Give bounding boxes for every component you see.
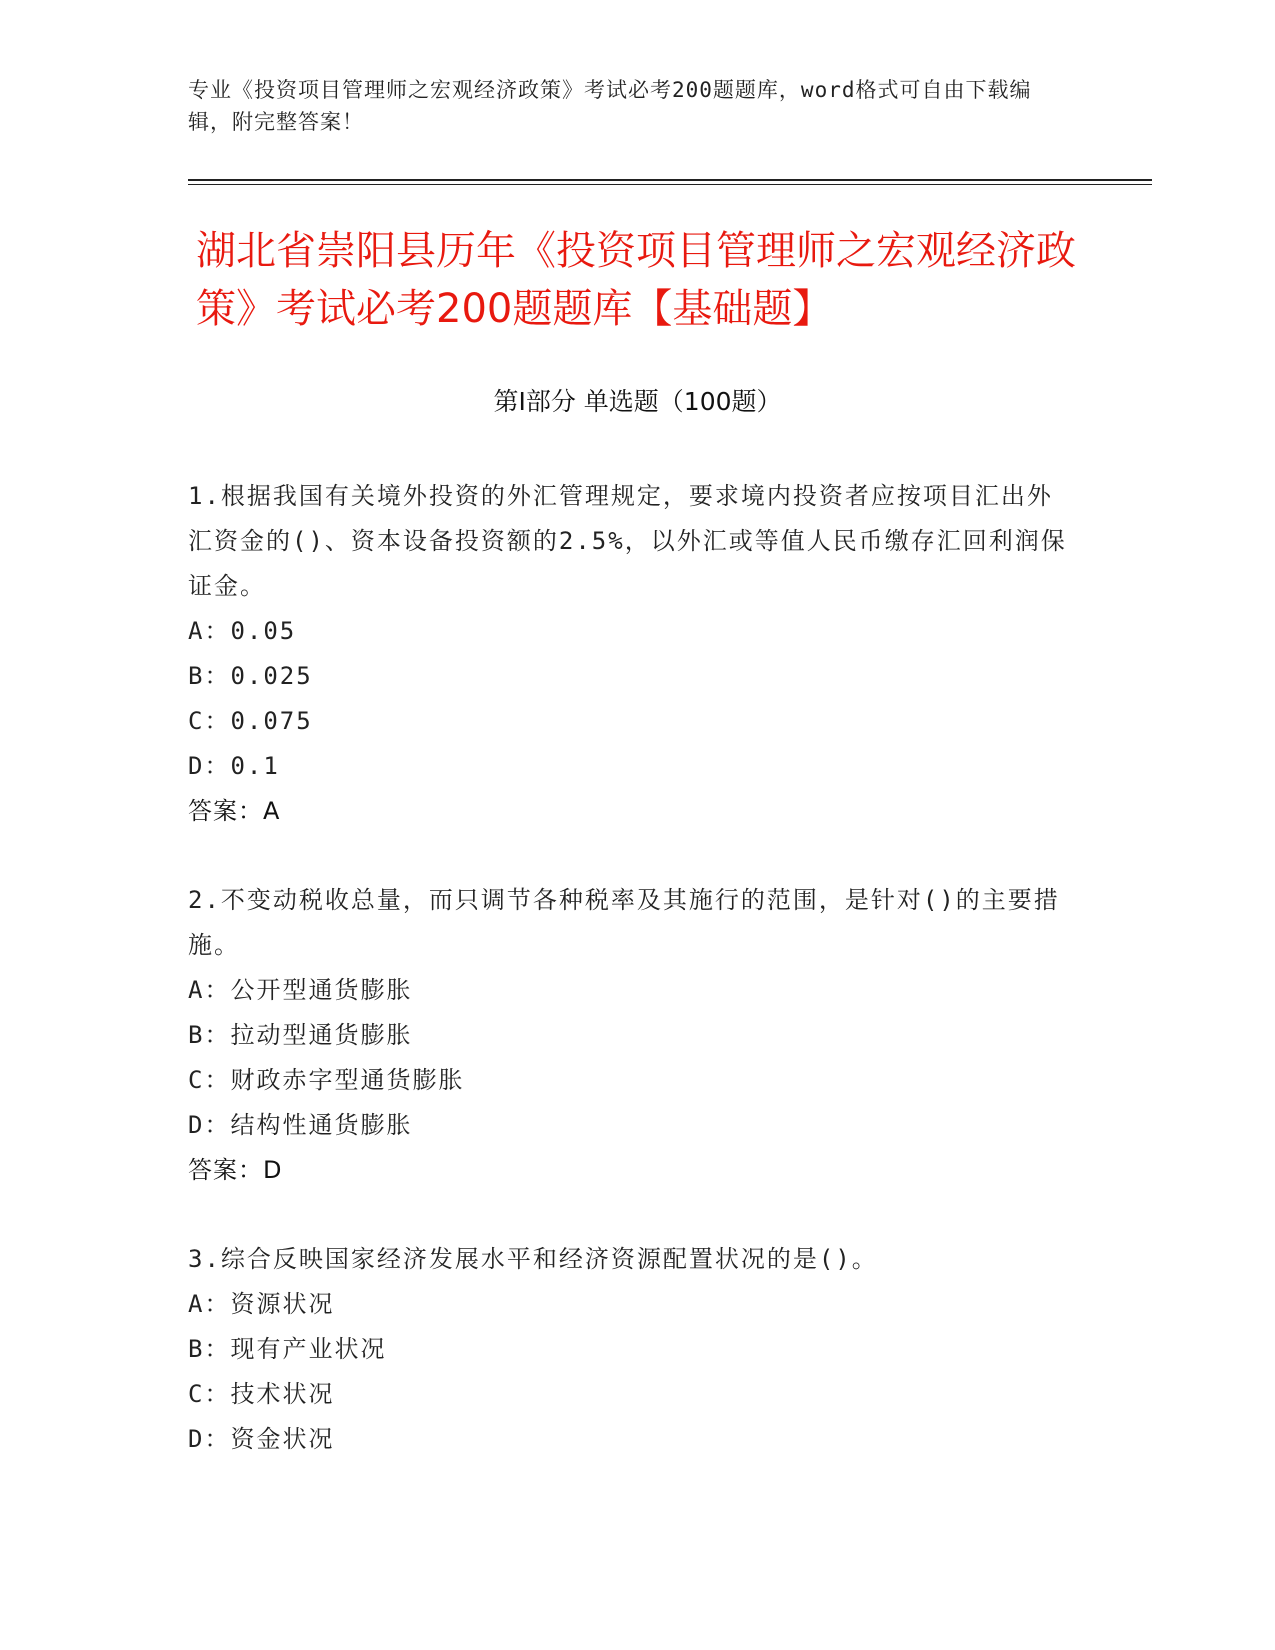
question-1 — [188, 474, 1068, 834]
option-a: A：0.05 — [188, 617, 297, 645]
option-c: C：财政赤字型通货膨胀 — [188, 1066, 465, 1094]
header-divider-thick — [188, 179, 1152, 181]
document-title: 湖北省崇阳县历年《投资项目管理师之宏观经济政策》考试必考200题题库【基础题】 — [196, 228, 1076, 332]
question-2 — [188, 878, 1068, 1193]
question-spacer — [188, 1193, 1068, 1237]
question-stem: 3.综合反映国家经济发展水平和经济资源配置状况的是()。 — [188, 1245, 878, 1273]
option-a: A：资源状况 — [188, 1290, 335, 1318]
question-list — [188, 474, 1068, 1462]
answer-label: 答案：A — [188, 797, 281, 825]
option-a: A：公开型通货膨胀 — [188, 976, 413, 1004]
question-3 — [188, 1237, 1068, 1462]
option-b: B：0.025 — [188, 662, 313, 690]
question-stem: 2.不变动税收总量，而只调节各种税率及其施行的范围，是针对()的主要措施。 — [188, 886, 1060, 959]
option-d: D：资金状况 — [188, 1425, 335, 1453]
option-d: D：0.1 — [188, 752, 280, 780]
option-b: B：拉动型通货膨胀 — [188, 1021, 413, 1049]
option-c: C：技术状况 — [188, 1380, 335, 1408]
option-b: B：现有产业状况 — [188, 1335, 387, 1363]
option-c: C：0.075 — [188, 707, 313, 735]
header-note: 专业《投资项目管理师之宏观经济政策》考试必考200题题库，word格式可自由下载编辑，附完整答案！ — [188, 78, 1032, 134]
section-title: 第Ⅰ部分 单选题（100题） — [493, 387, 782, 416]
question-spacer — [188, 834, 1068, 878]
question-stem: 1.根据我国有关境外投资的外汇管理规定，要求境内投资者应按项目汇出外汇资金的()、资本设备投资额的2.5%，以外汇或等值人民币缴存汇回利润保证金。 — [188, 482, 1067, 600]
answer-label: 答案：D — [188, 1156, 283, 1184]
header-divider-thin — [188, 184, 1152, 185]
option-d: D：结构性通货膨胀 — [188, 1111, 413, 1139]
